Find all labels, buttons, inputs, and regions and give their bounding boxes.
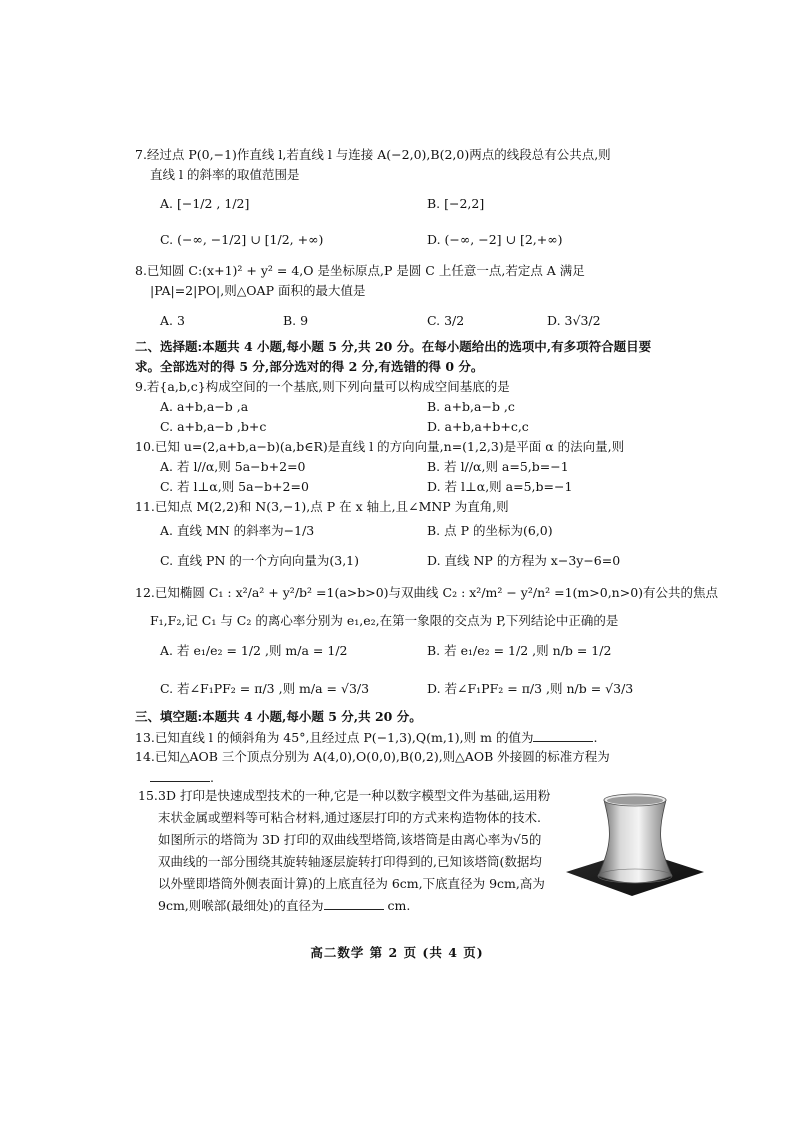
q10-stem: 10.已知 u=(2,a+b,a−b)(a,b∈R)是直线 l 的方向向量,n=(1,2,3)是平面 α 的法向量,则 [135, 439, 625, 454]
q13-end: . [593, 730, 598, 745]
q14-stem-line1: 14.已知△AOB 三个顶点分别为 A(4,0),O(0,0),B(0,2),则△AOB 外接圆的标准方程为 [135, 749, 610, 764]
q11-option-b: B. 点 P 的坐标为(6,0) [427, 523, 553, 538]
q7-stem-line2: 直线 l 的斜率的取值范围是 [150, 167, 300, 182]
section2-heading-line1: 二、选择题:本题共 4 小题,每小题 5 分,共 20 分。在每小题给出的选项中,有多项符合题目要 [135, 339, 652, 354]
q7-option-c: C. (−∞, −1/2] ∪ [1/2, +∞) [160, 232, 324, 247]
q10-option-b: B. 若 l//α,则 a=5,b=−1 [427, 459, 569, 474]
q15-answer-blank[interactable] [324, 896, 384, 910]
q8-option-c: C. 3/2 [427, 313, 465, 328]
q12-stem-line1: 12.已知椭圆 C₁ : x²/a² + y²/b² =1(a>b>0)与双曲线 C₂ : x²/m² − y²/n² =1(m>0,n>0)有公共的焦点 [135, 585, 719, 600]
q11-stem: 11.已知点 M(2,2)和 N(3,−1),点 P 在 x 轴上,且∠MNP 为直角,则 [135, 499, 509, 514]
q9-option-b: B. a+b,a−b ,c [427, 399, 515, 414]
q8-option-b: B. 9 [283, 313, 309, 328]
q13-line [135, 728, 597, 747]
tower-top-inner [607, 796, 663, 804]
q9-option-d: D. a+b,a+b+c,c [427, 419, 529, 434]
section3-heading: 三、填空题:本题共 4 小题,每小题 5 分,共 20 分。 [135, 709, 422, 724]
q10-option-a: A. 若 l//α,则 5a−b+2=0 [160, 459, 306, 474]
q7-option-a: A. [−1/2 , 1/2] [160, 196, 250, 211]
q7-option-d: D. (−∞, −2] ∪ [2,+∞) [427, 232, 563, 247]
q8-stem-line2: |PA|=2|PO|,则△OAP 面积的最大值是 [150, 283, 366, 298]
q15-number: 15. [138, 788, 158, 803]
q12-option-d: D. 若∠F₁PF₂ = π/3 ,则 n/b = √3/3 [427, 681, 634, 696]
q12-option-a: A. 若 e₁/e₂ = 1/2 ,则 m/a = 1/2 [160, 643, 348, 658]
q15-block [138, 785, 553, 917]
q12-option-b: B. 若 e₁/e₂ = 1/2 ,则 n/b = 1/2 [427, 643, 612, 658]
q11-option-c: C. 直线 PN 的一个方向向量为(3,1) [160, 553, 359, 568]
q7-option-b: B. [−2,2] [427, 196, 485, 211]
q15-text: 3D 打印是快速成型技术的一种,它是一种以数字模型文件为基础,运用粉末状金属或塑料等可粘合材料,通过逐层打印的方式来构造物体的技术. 如图所示的塔筒为 3D 打印的双曲线型塔筒,该塔筒是由离心率为√5的双曲线的一部分围绕其旋转轴逐层旋转打印得到的,已知该塔筒(数据均以外壁即塔筒外侧表面计算)的上底直径为 6cm,下底直径为 9cm,高为 9cm,则喉部(最细处)的直径为 [158, 788, 551, 913]
q8-option-d: D. 3√3/2 [547, 313, 601, 328]
q13-stem: 13.已知直线 l 的倾斜角为 45°,且经过点 P(−1,3),Q(m,1),则 m 的值为 [135, 730, 534, 745]
q13-answer-blank[interactable] [533, 728, 593, 742]
q11-option-a: A. 直线 MN 的斜率为−1/3 [160, 523, 315, 538]
q8-stem-line1: 8.已知圆 C:(x+1)² + y² = 4,O 是坐标原点,P 是圆 C 上任意一点,若定点 A 满足 [135, 263, 585, 278]
q12-option-c: C. 若∠F₁PF₂ = π/3 ,则 m/a = √3/3 [160, 681, 370, 696]
q8-option-a: A. 3 [160, 313, 185, 328]
q7-stem-line1: 7.经过点 P(0,−1)作直线 l,若直线 l 与连接 A(−2,0),B(2,0)两点的线段总有公共点,则 [135, 147, 611, 162]
q12-stem-line2: F₁,F₂,记 C₁ 与 C₂ 的离心率分别为 e₁,e₂,在第一象限的交点为 P,下列结论中正确的是 [150, 613, 619, 628]
q14-end: . [210, 770, 214, 785]
q9-option-c: C. a+b,a−b ,b+c [160, 419, 267, 434]
tower-body [598, 800, 672, 883]
section2-heading-line2: 求。全部选对的得 5 分,部分选对的得 2 分,有选错的得 0 分。 [135, 359, 484, 374]
q9-option-a: A. a+b,a−b ,a [160, 399, 249, 414]
q10-option-d: D. 若 l⊥α,则 a=5,b=−1 [427, 479, 573, 494]
q15-unit: cm. [387, 898, 411, 913]
q14-answer-blank[interactable] [150, 768, 210, 782]
tower-figure [558, 786, 708, 898]
q10-option-c: C. 若 l⊥α,则 5a−b+2=0 [160, 479, 309, 494]
q9-stem: 9.若{a,b,c}构成空间的一个基底,则下列向量可以构成空间基底的是 [135, 379, 510, 394]
page-footer: 高二数学 第 2 页 (共 4 页) [310, 945, 484, 960]
q11-option-d: D. 直线 NP 的方程为 x−3y−6=0 [427, 553, 621, 568]
